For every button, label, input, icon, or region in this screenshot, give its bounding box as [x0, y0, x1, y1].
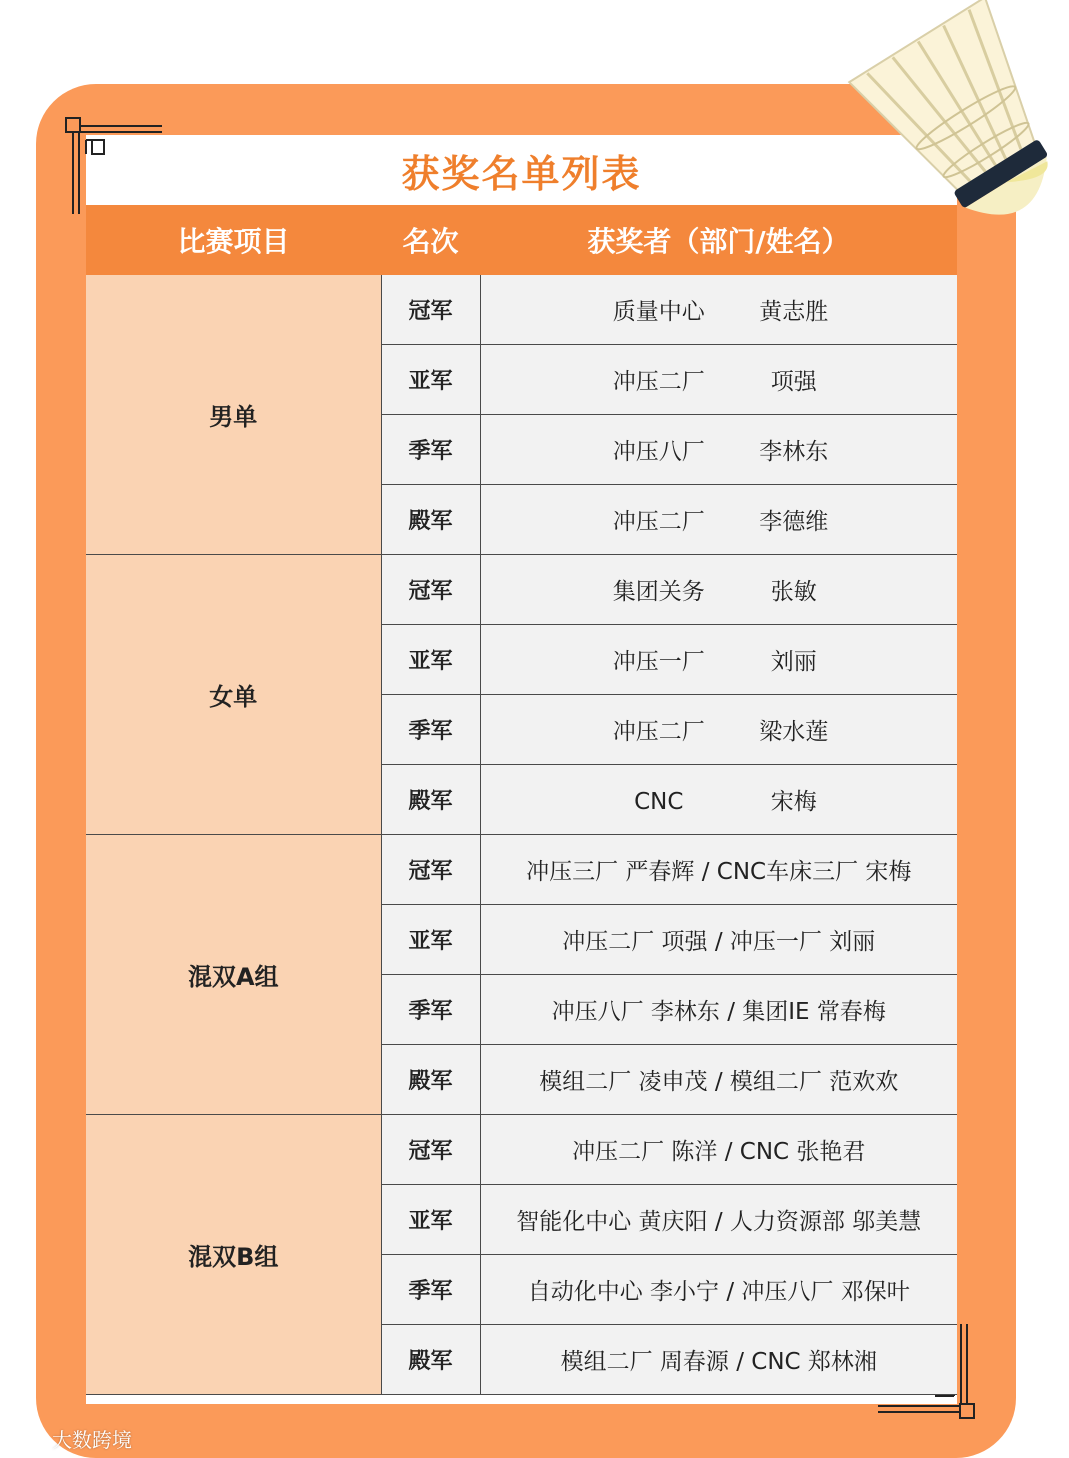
page-title: 获奖名单列表 — [401, 151, 642, 196]
winner-name: 刘丽 — [770, 649, 817, 675]
winner-dept: 冲压一厂 — [612, 649, 705, 675]
winner-name: 黄志胜 — [759, 299, 829, 325]
category-cell: 女单 — [86, 555, 381, 835]
winner-cell: 冲压二厂 项强 / 冲压一厂 刘丽 — [480, 905, 957, 975]
category-cell: 混双B组 — [86, 1115, 381, 1395]
header-winner: 获奖者（部门/姓名） — [480, 205, 957, 275]
winner-dept: 冲压二厂 — [612, 369, 705, 395]
winner-cell: 冲压二厂 陈洋 / CNC 张艳君 — [480, 1115, 957, 1185]
winner-cell — [480, 415, 957, 485]
watermark-text: 大数跨境 — [52, 1428, 132, 1452]
winner-name: 李林东 — [759, 439, 829, 465]
winner-dept: 冲压二厂 — [612, 719, 705, 745]
rank-cell: 亚军 — [381, 905, 480, 975]
header-event: 比赛项目 — [86, 205, 381, 275]
winner-name: 张敏 — [770, 579, 817, 605]
winner-cell — [480, 765, 957, 835]
winner-name: 李德维 — [759, 509, 829, 535]
winner-name: 项强 — [770, 369, 817, 395]
winner-cell: 冲压八厂 李林东 / 集团IE 常春梅 — [480, 975, 957, 1045]
rank-cell: 殿军 — [381, 1045, 480, 1115]
winner-cell: 模组二厂 周春源 / CNC 郑林湘 — [480, 1325, 957, 1395]
winner-cell: 冲压三厂 严春辉 / CNC车床三厂 宋梅 — [480, 835, 957, 905]
rank-cell: 冠军 — [381, 835, 480, 905]
winner-dept: 冲压二厂 — [612, 509, 705, 535]
rank-cell: 殿军 — [381, 765, 480, 835]
winner-cell — [480, 485, 957, 555]
header-rank: 名次 — [381, 205, 480, 275]
rank-cell: 亚军 — [381, 345, 480, 415]
rank-cell: 殿军 — [381, 1325, 480, 1395]
rank-cell: 冠军 — [381, 1115, 480, 1185]
winner-cell — [480, 555, 957, 625]
rank-cell: 季军 — [381, 975, 480, 1045]
winner-name: 梁水莲 — [759, 719, 829, 745]
winner-dept: 集团关务 — [612, 579, 705, 605]
winner-cell — [480, 275, 957, 345]
winner-cell — [480, 625, 957, 695]
winner-cell: 自动化中心 李小宁 / 冲压八厂 邓保叶 — [480, 1255, 957, 1325]
awards-table — [86, 205, 957, 1395]
winner-cell — [480, 695, 957, 765]
winner-cell: 模组二厂 凌申茂 / 模组二厂 范欢欢 — [480, 1045, 957, 1115]
rank-cell: 冠军 — [381, 275, 480, 345]
rank-cell: 季军 — [381, 695, 480, 765]
table-row — [86, 555, 957, 625]
table-row — [86, 275, 957, 345]
watermark-logo-icon — [8, 1427, 48, 1451]
rank-cell: 殿军 — [381, 485, 480, 555]
winner-name: 宋梅 — [770, 789, 817, 815]
table-header-row — [86, 205, 957, 275]
rank-cell: 季军 — [381, 415, 480, 485]
table-row — [86, 835, 957, 905]
winner-dept: 质量中心 — [612, 299, 705, 325]
table-row — [86, 1115, 957, 1185]
winner-cell — [480, 345, 957, 415]
winner-cell: 智能化中心 黄庆阳 / 人力资源部 邬美慧 — [480, 1185, 957, 1255]
category-cell: 混双A组 — [86, 835, 381, 1115]
category-cell: 男单 — [86, 275, 381, 555]
rank-cell: 亚军 — [381, 1185, 480, 1255]
watermark — [8, 1424, 132, 1453]
rank-cell: 亚军 — [381, 625, 480, 695]
winner-dept: 冲压八厂 — [612, 439, 705, 465]
rank-cell: 季军 — [381, 1255, 480, 1325]
rank-cell: 冠军 — [381, 555, 480, 625]
winner-dept: CNC — [634, 789, 684, 815]
